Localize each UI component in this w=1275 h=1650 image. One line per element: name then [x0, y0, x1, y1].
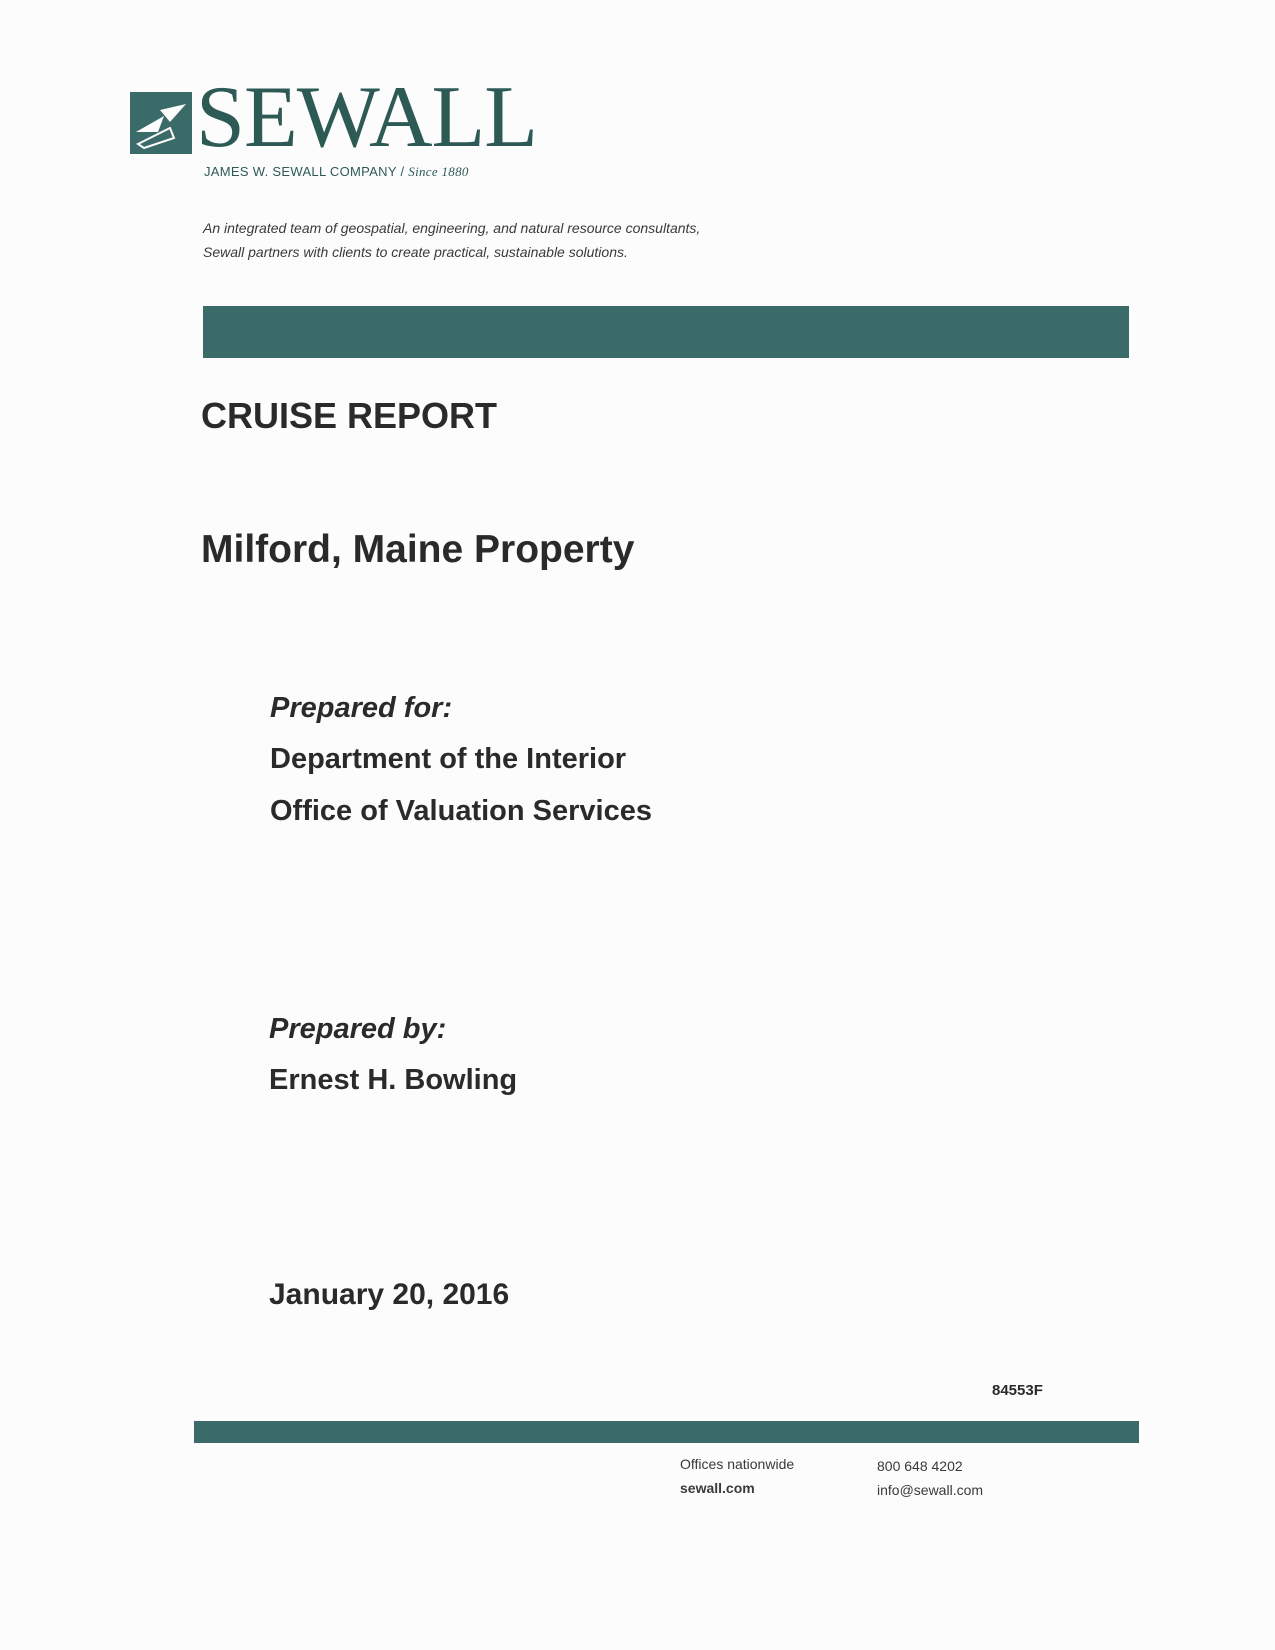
logo-wordmark: SEWALL	[196, 69, 538, 166]
footer-offices: Offices nationwide	[680, 1456, 795, 1472]
prepared-for-label: Prepared for:	[270, 692, 453, 724]
footer-left-column	[680, 1452, 794, 1500]
sewall-logo-mark-icon	[130, 92, 192, 154]
tagline-line-1: An integrated team of geospatial, engineering, and natural resource consultants,	[203, 220, 701, 236]
logo-since: Since 1880	[408, 164, 469, 179]
footer-website: sewall.com	[680, 1480, 755, 1496]
prepared-for-line-2: Office of Valuation Services	[270, 795, 652, 827]
tagline-line-2: Sewall partners with clients to create practical, sustainable solutions.	[203, 244, 628, 260]
footer-color-band	[194, 1421, 1139, 1443]
footer-phone: 800 648 4202	[877, 1458, 963, 1474]
prepared-by-label: Prepared by:	[269, 1013, 447, 1045]
sewall-logo	[130, 69, 550, 188]
company-tagline	[203, 216, 700, 264]
header-color-band	[203, 306, 1129, 358]
report-subtitle: Milford, Maine Property	[201, 528, 635, 571]
footer-right-column	[877, 1454, 983, 1502]
prepared-by-name: Ernest H. Bowling	[269, 1064, 518, 1096]
prepared-for-line-1: Department of the Interior	[270, 743, 627, 775]
logo-company-line	[204, 164, 469, 180]
document-code: 84553F	[992, 1382, 1043, 1399]
footer-email: info@sewall.com	[877, 1482, 984, 1498]
report-title: CRUISE REPORT	[201, 395, 498, 436]
logo-company-name: JAMES W. SEWALL COMPANY /	[204, 164, 405, 179]
report-date: January 20, 2016	[269, 1278, 510, 1311]
